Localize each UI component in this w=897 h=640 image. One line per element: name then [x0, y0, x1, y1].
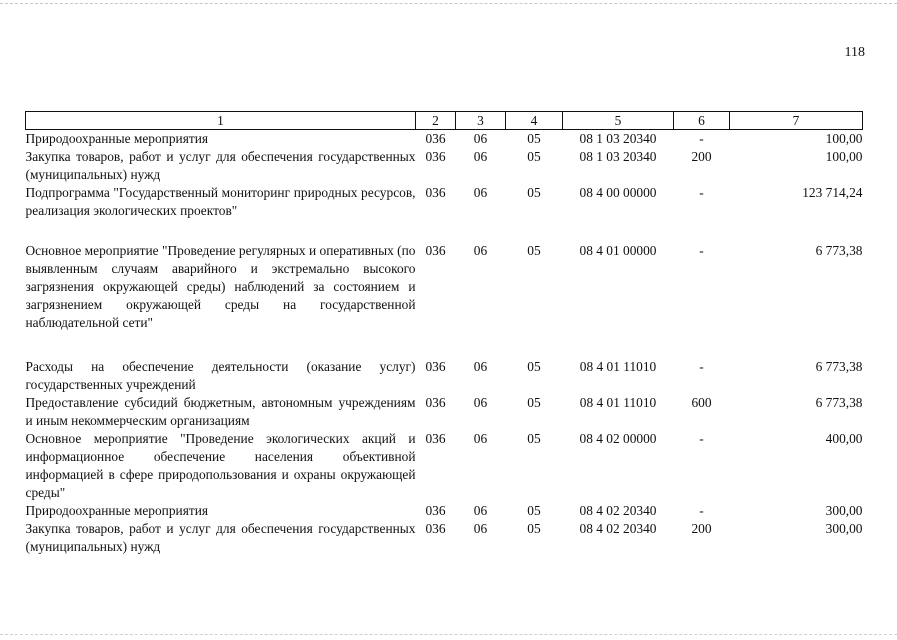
row-name: Расходы на обеспечение деятельности (оказание услуг) государственных учреждений	[25, 359, 416, 392]
row-ministry: 036	[425, 503, 446, 518]
row-expense-type: 200	[691, 521, 712, 536]
row-ministry: 036	[425, 359, 446, 374]
header-col-7: 7	[730, 112, 863, 130]
row-subsection: 05	[527, 503, 541, 518]
row-expense-type: 600	[691, 395, 712, 410]
row-subsection: 05	[527, 521, 541, 536]
scan-top-edge	[0, 3, 897, 6]
header-row	[26, 112, 863, 130]
row-target: 08 4 01 11010	[579, 395, 657, 410]
row-name: Подпрограмма "Государственный мониторинг природных ресурсов, реализация экологических проектов"	[25, 185, 416, 218]
row-amount: 6 773,38	[815, 243, 863, 258]
table-row	[26, 242, 863, 358]
row-name: Закупка товаров, работ и услуг для обеспечения государственных (муниципальных) нужд	[25, 521, 416, 554]
row-target: 08 4 02 20340	[579, 503, 657, 518]
table-row	[26, 184, 863, 242]
table-row	[26, 520, 863, 556]
table-row	[26, 130, 863, 149]
row-ministry: 036	[425, 149, 446, 164]
header-col-6: 6	[674, 112, 730, 130]
table-row	[26, 394, 863, 430]
row-name: Закупка товаров, работ и услуг для обеспечения государственных (муниципальных) нужд	[25, 149, 416, 182]
row-subsection: 05	[527, 131, 541, 146]
row-target: 08 4 02 00000	[579, 431, 657, 446]
row-subsection: 05	[527, 149, 541, 164]
row-ministry: 036	[425, 131, 446, 146]
row-amount: 300,00	[825, 521, 863, 536]
table-header	[26, 112, 863, 130]
row-expense-type: -	[699, 359, 704, 374]
row-amount: 100,00	[825, 149, 863, 164]
row-ministry: 036	[425, 431, 446, 446]
row-amount: 300,00	[825, 503, 863, 518]
table-row	[26, 148, 863, 184]
scan-bottom-edge	[0, 634, 897, 637]
row-ministry: 036	[425, 395, 446, 410]
row-section: 06	[473, 503, 488, 518]
table-body	[26, 130, 863, 557]
row-expense-type: -	[699, 431, 704, 446]
header-col-5: 5	[563, 112, 674, 130]
row-ministry: 036	[425, 521, 446, 536]
row-expense-type: -	[699, 131, 704, 146]
row-amount: 100,00	[825, 131, 863, 146]
row-target: 08 4 02 20340	[579, 521, 657, 536]
row-section: 06	[473, 243, 488, 258]
row-expense-type: -	[699, 185, 704, 200]
table-row	[26, 502, 863, 520]
row-target: 08 4 01 00000	[579, 243, 657, 258]
row-subsection: 05	[527, 185, 541, 200]
row-name: Основное мероприятие "Проведение экологических акций и информационное обеспечение населения объективной информацией в сфере природопользования и охраны окружающей среды"	[25, 431, 416, 500]
row-expense-type: -	[699, 243, 704, 258]
table-row	[26, 358, 863, 394]
row-target: 08 4 01 11010	[579, 359, 657, 374]
page-number: 118	[844, 45, 865, 60]
header-col-4: 4	[506, 112, 563, 130]
row-target: 08 1 03 20340	[579, 131, 657, 146]
row-amount: 6 773,38	[815, 395, 863, 410]
row-name: Предоставление субсидий бюджетным, автономным учреждениям и иным некоммерческим организациям	[25, 395, 416, 428]
row-expense-type: 200	[691, 149, 712, 164]
row-section: 06	[473, 521, 488, 536]
row-amount: 6 773,38	[815, 359, 863, 374]
row-ministry: 036	[425, 185, 446, 200]
header-col-2: 2	[416, 112, 456, 130]
row-section: 06	[473, 149, 488, 164]
row-target: 08 4 00 00000	[579, 185, 657, 200]
row-section: 06	[473, 131, 488, 146]
row-amount: 123 714,24	[802, 185, 863, 200]
row-target: 08 1 03 20340	[579, 149, 657, 164]
row-subsection: 05	[527, 359, 541, 374]
row-section: 06	[473, 395, 488, 410]
row-ministry: 036	[425, 243, 446, 258]
row-name: Природоохранные мероприятия	[25, 131, 209, 146]
row-subsection: 05	[527, 431, 541, 446]
row-name: Природоохранные мероприятия	[25, 503, 209, 518]
header-col-1: 1	[26, 112, 416, 130]
row-subsection: 05	[527, 243, 541, 258]
table-row	[26, 430, 863, 502]
budget-table	[25, 111, 863, 556]
row-subsection: 05	[527, 395, 541, 410]
row-amount: 400,00	[825, 431, 863, 446]
row-name: Основное мероприятие "Проведение регулярных и оперативных (по выявленным случаям аварийного и экстремально высокого загрязнения окружающей среды) наблюдений за состоянием и загрязнением окружающей среды на государственной наблюдательной сети"	[25, 243, 416, 330]
row-section: 06	[473, 185, 488, 200]
row-section: 06	[473, 431, 488, 446]
header-col-3: 3	[456, 112, 506, 130]
row-expense-type: -	[699, 503, 704, 518]
row-section: 06	[473, 359, 488, 374]
